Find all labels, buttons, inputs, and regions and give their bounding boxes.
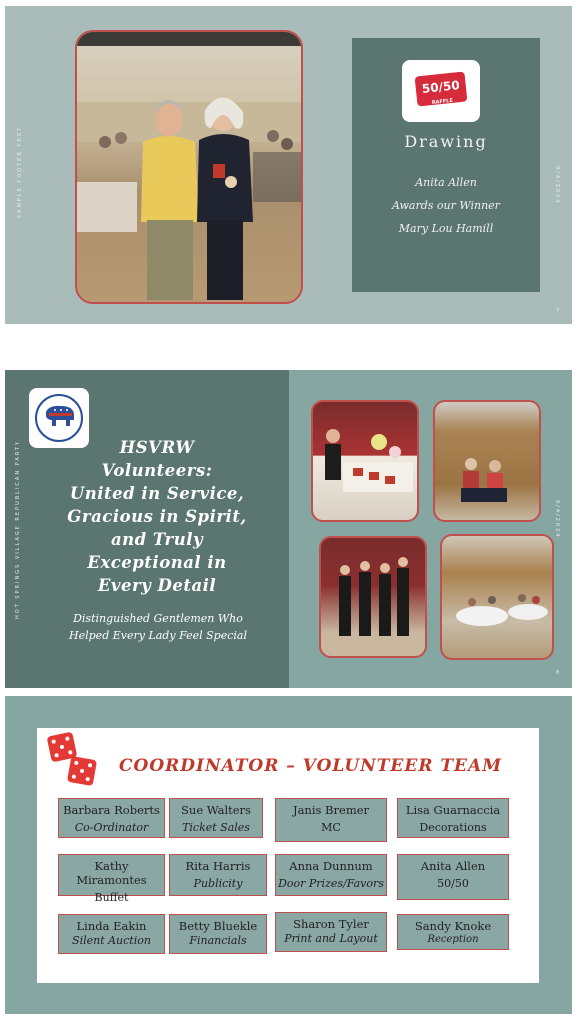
heading-line: and Truly [110, 530, 204, 549]
member-role: Reception [427, 934, 479, 945]
member-name: Kathy Miramontes [76, 859, 147, 887]
member-role: Co-Ordinator [74, 821, 149, 834]
elephant-icon [43, 404, 77, 430]
member-name: Betty Bluekle [178, 919, 258, 933]
member-role: Publicity [193, 877, 243, 890]
photo-dining-room [440, 534, 554, 660]
member-name: Anna Dunnum [289, 859, 373, 873]
team-title: COORDINATOR – VOLUNTEER TEAM [119, 756, 503, 776]
member-role: Door Prizes/Favors [278, 877, 384, 890]
slide-volunteer-team [5, 696, 572, 1014]
ticket-icon [415, 71, 468, 106]
logo-text: 50/50 [421, 78, 461, 96]
member-role: MC [321, 821, 341, 834]
team-member-card [169, 914, 267, 954]
date-text: 9/4/2024 [554, 166, 560, 205]
heading-line: Volunteers: [101, 461, 213, 480]
team-member-card [275, 798, 387, 842]
member-name: Lisa Guarnaccia [405, 803, 501, 817]
page-number: 8 [556, 670, 560, 676]
team-member-card [275, 912, 387, 952]
member-name: Janis Bremer [292, 803, 370, 817]
member-name: Linda Eakin [76, 919, 147, 933]
subheading-line: Distinguished Gentlemen Who [73, 612, 243, 625]
raffle-logo [402, 60, 480, 122]
photo-gentlemen-volunteers [319, 536, 427, 658]
member-name: Sue Walters [181, 803, 251, 817]
team-member-card [58, 914, 165, 954]
team-member-card [169, 798, 263, 838]
member-name: Sandy Knoke [414, 919, 492, 933]
drawing-line-3: Mary Lou Hamill [398, 222, 494, 235]
team-member-card [397, 798, 509, 838]
team-member-card [58, 854, 165, 904]
member-role: Decorations [419, 821, 487, 834]
subheading-line: Helped Every Lady Feel Special [69, 629, 247, 642]
drawing-card [352, 38, 540, 292]
member-role: Print and Layout [284, 932, 378, 945]
member-name: Rita Harris [185, 859, 251, 873]
heading-line: HSVRW [119, 438, 195, 457]
drawing-line-2: Awards our Winner [392, 199, 500, 212]
slide-volunteers [5, 370, 572, 688]
heading-line: Every Detail [97, 576, 217, 595]
drawing-heading: Drawing [404, 132, 488, 151]
heading-line: Exceptional in [87, 553, 227, 572]
side-text: HOT SPRINGS VILLAGE REPUBLICAN PARTY [15, 440, 21, 619]
heading-line: United in Service, [69, 484, 245, 503]
dice-icon [67, 756, 97, 786]
member-role: Ticket Sales [182, 821, 250, 834]
team-member-card [169, 854, 267, 896]
member-role: Buffet [94, 891, 129, 904]
team-member-card [397, 854, 509, 900]
volunteers-text-panel [5, 370, 289, 688]
drawing-line-1: Anita Allen [415, 176, 477, 189]
team-member-card [58, 798, 165, 838]
volunteers-subheading [45, 610, 271, 644]
member-role: Silent Auction [72, 934, 151, 947]
member-name: Sharon Tyler [293, 917, 369, 931]
photo-two-women [75, 30, 303, 304]
logo-subtext: RAFFLE [431, 97, 454, 107]
heading-line: Gracious in Spirit, [67, 507, 247, 526]
photo-seated-volunteers [433, 400, 541, 522]
member-role: 50/50 [437, 877, 469, 890]
page-number: 7 [556, 308, 560, 314]
team-panel [37, 728, 539, 983]
team-member-card [275, 854, 387, 896]
member-role: Financials [189, 934, 247, 947]
date-text: 9/4/2024 [554, 500, 560, 539]
team-member-card [397, 914, 509, 950]
volunteers-heading [43, 436, 271, 597]
footer-text: SAMPLE FOOTER TEXT [17, 126, 23, 219]
photo-volunteer-table [311, 400, 419, 522]
member-name: Barbara Roberts [63, 803, 160, 817]
slide-drawing [5, 6, 572, 324]
member-name: Anita Allen [420, 859, 486, 873]
